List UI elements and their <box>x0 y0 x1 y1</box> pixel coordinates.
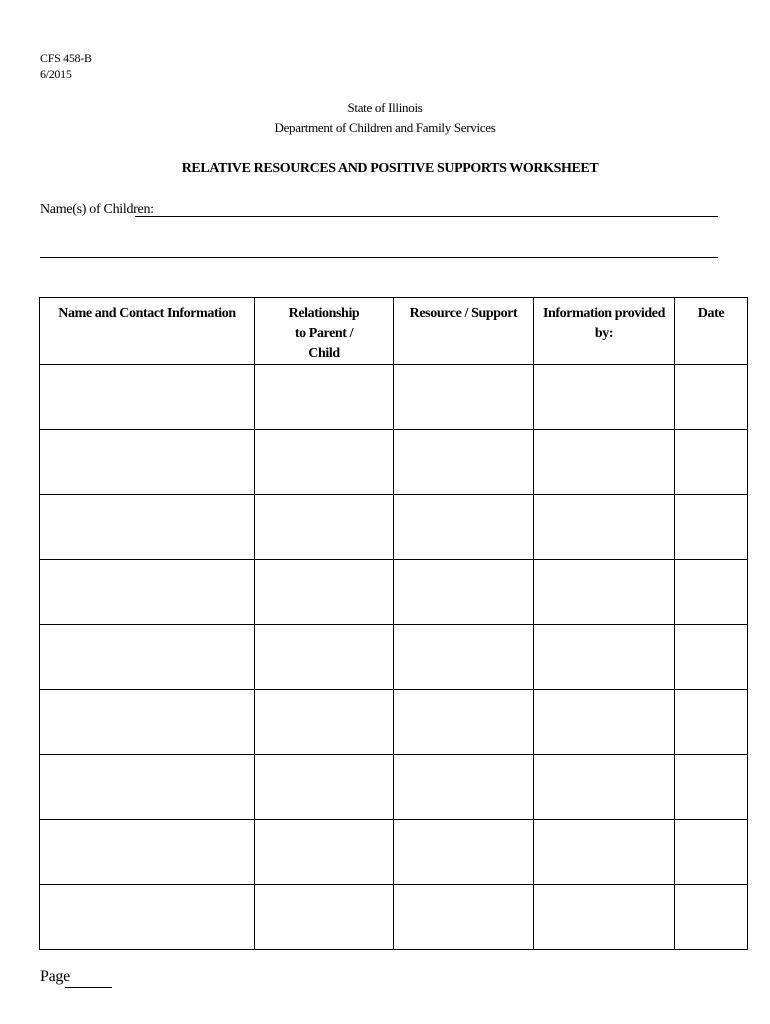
children-names-label: Name(s) of Children: <box>40 202 154 217</box>
table-header-row <box>40 298 748 365</box>
table-row <box>40 560 748 625</box>
table-row <box>40 755 748 820</box>
table-row <box>40 495 748 560</box>
info-provided-by-cell[interactable] <box>534 365 675 430</box>
date-cell[interactable] <box>675 560 748 625</box>
state-name: State of Illinois <box>347 100 423 115</box>
resources-table <box>39 297 748 950</box>
resource-support-cell[interactable] <box>394 560 534 625</box>
date-cell[interactable] <box>675 820 748 885</box>
table-row <box>40 430 748 495</box>
info-provided-by-cell[interactable] <box>534 755 675 820</box>
relationship-cell[interactable] <box>255 625 394 690</box>
column-header-resource-support: Resource / Support <box>394 298 534 365</box>
table-row <box>40 690 748 755</box>
info-provided-by-cell[interactable] <box>534 885 675 950</box>
page-title: RELATIVE RESOURCES AND POSITIVE SUPPORTS WORKSHEET <box>181 161 599 176</box>
info-provided-by-cell[interactable] <box>534 560 675 625</box>
name-contact-cell[interactable] <box>40 430 255 495</box>
name-contact-cell[interactable] <box>40 885 255 950</box>
resource-support-cell[interactable] <box>394 430 534 495</box>
form-revision-date: 6/2015 <box>40 67 72 81</box>
relationship-cell[interactable] <box>255 365 394 430</box>
date-cell[interactable] <box>675 495 748 560</box>
info-provided-by-cell[interactable] <box>534 625 675 690</box>
info-provided-by-cell[interactable] <box>534 495 675 560</box>
date-cell[interactable] <box>675 755 748 820</box>
column-header-relationship <box>255 298 394 365</box>
info-provided-by-cell[interactable] <box>534 430 675 495</box>
table-row <box>40 365 748 430</box>
table-body <box>40 365 748 950</box>
date-cell[interactable] <box>675 365 748 430</box>
info-provided-by-cell[interactable] <box>534 820 675 885</box>
name-contact-cell[interactable] <box>40 495 255 560</box>
name-contact-cell[interactable] <box>40 820 255 885</box>
name-contact-cell[interactable] <box>40 690 255 755</box>
name-contact-cell[interactable] <box>40 625 255 690</box>
form-code: CFS 458-B <box>40 51 92 65</box>
relationship-cell[interactable] <box>255 560 394 625</box>
form-id-block <box>40 50 92 82</box>
relationship-cell[interactable] <box>255 885 394 950</box>
relationship-cell[interactable] <box>255 690 394 755</box>
table-row <box>40 885 748 950</box>
resource-support-cell[interactable] <box>394 690 534 755</box>
info-provided-by-cell[interactable] <box>534 690 675 755</box>
resource-support-cell[interactable] <box>394 885 534 950</box>
relationship-cell[interactable] <box>255 820 394 885</box>
column-header-name-contact: Name and Contact Information <box>40 298 255 365</box>
column-header-date: Date <box>675 298 748 365</box>
resource-support-cell[interactable] <box>394 625 534 690</box>
relationship-cell[interactable] <box>255 495 394 560</box>
children-names-field-continued[interactable] <box>40 257 718 258</box>
column-header-relationship-text: Relationship to Parent / Child <box>288 306 360 361</box>
name-contact-cell[interactable] <box>40 560 255 625</box>
name-contact-cell[interactable] <box>40 755 255 820</box>
name-contact-cell[interactable] <box>40 365 255 430</box>
date-cell[interactable] <box>675 430 748 495</box>
resource-support-cell[interactable] <box>394 755 534 820</box>
date-cell[interactable] <box>675 885 748 950</box>
children-names-field[interactable] <box>135 216 718 217</box>
table-row <box>40 625 748 690</box>
date-cell[interactable] <box>675 690 748 755</box>
relationship-cell[interactable] <box>255 430 394 495</box>
resource-support-cell[interactable] <box>394 495 534 560</box>
date-cell[interactable] <box>675 625 748 690</box>
resource-support-cell[interactable] <box>394 820 534 885</box>
page-number-field[interactable] <box>65 987 112 988</box>
resource-support-cell[interactable] <box>394 365 534 430</box>
page-number-label: Page <box>40 968 70 985</box>
table-row <box>40 820 748 885</box>
relationship-cell[interactable] <box>255 755 394 820</box>
column-header-info-provided-by: Information provided by: <box>534 298 675 365</box>
department-name: Department of Children and Family Services <box>274 120 496 135</box>
